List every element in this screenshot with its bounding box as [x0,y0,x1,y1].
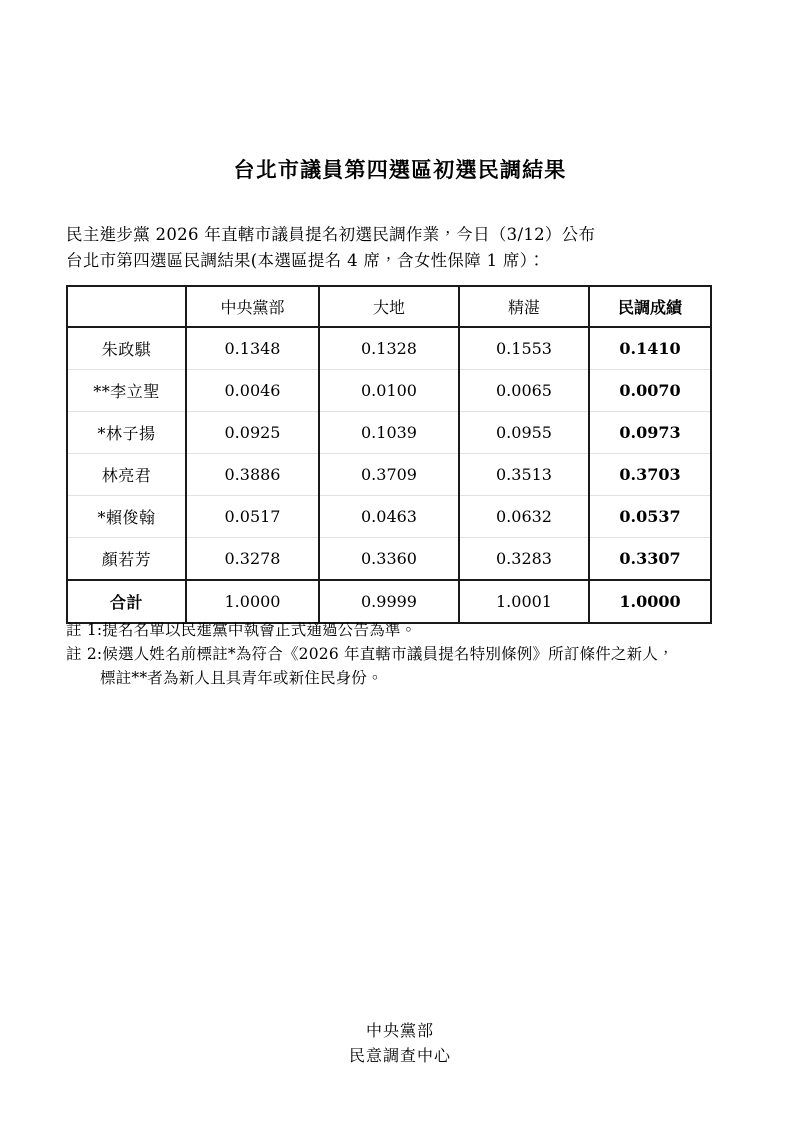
value-final: 0.0070 [589,370,711,412]
candidate-name: 顏若芳 [67,538,186,581]
intro-paragraph [66,222,746,274]
value-jingzhan: 0.1553 [459,327,589,370]
footnote-1: 註 1:提名名單以民進黨中執會正式通過公告為準。 [66,621,417,639]
table-row [67,370,711,412]
document-footer [0,1018,800,1068]
total-jingzhan: 1.0001 [459,580,589,623]
footer-department: 民意調查中心 [348,1046,451,1065]
value-jingzhan: 0.0955 [459,412,589,454]
table-total-row [67,580,711,623]
value-final: 0.0973 [589,412,711,454]
poll-results-table [66,285,712,624]
value-central: 0.0046 [186,370,319,412]
candidate-name: *林子揚 [67,412,186,454]
table-header-row [67,286,711,327]
page-title: 台北市議員第四選區初選民調結果 [233,157,567,182]
total-final: 1.0000 [589,580,711,623]
footnotes [66,618,756,690]
value-dadi: 0.0463 [319,496,459,538]
value-central: 0.3278 [186,538,319,581]
value-final: 0.3703 [589,454,711,496]
value-final: 0.3307 [589,538,711,581]
table-body [67,327,711,623]
value-central: 0.0517 [186,496,319,538]
candidate-name: **李立聖 [67,370,186,412]
column-header-jingzhan: 精湛 [459,286,589,327]
table-row [67,327,711,370]
total-central: 1.0000 [186,580,319,623]
table-row [67,496,711,538]
column-header-central: 中央黨部 [186,286,319,327]
column-header-dadi: 大地 [319,286,459,327]
value-final: 0.1410 [589,327,711,370]
value-jingzhan: 0.3283 [459,538,589,581]
value-jingzhan: 0.0065 [459,370,589,412]
value-jingzhan: 0.3513 [459,454,589,496]
value-dadi: 0.1328 [319,327,459,370]
value-final: 0.0537 [589,496,711,538]
footnote-2: 註 2:候選人姓名前標註*為符合《2026 年直轄市議員提名特別條例》所訂條件之新人， [66,645,674,663]
total-dadi: 0.9999 [319,580,459,623]
column-header-candidate [67,286,186,327]
table-row [67,538,711,581]
value-central: 0.3886 [186,454,319,496]
value-dadi: 0.3360 [319,538,459,581]
candidate-name: 林亮君 [67,454,186,496]
table-header [67,286,711,327]
value-dadi: 0.1039 [319,412,459,454]
total-label: 合計 [67,580,186,623]
value-central: 0.1348 [186,327,319,370]
footer-organization: 中央黨部 [365,1021,434,1040]
candidate-name: 朱政騏 [67,327,186,370]
value-jingzhan: 0.0632 [459,496,589,538]
intro-line-2: 台北市第四選區民調結果(本選區提名 4 席，含女性保障 1 席）： [66,251,546,270]
poll-results-table-container [66,285,710,624]
intro-line-1: 民主進步黨 2026 年直轄市議員提名初選民調作業，今日（3/12）公布 [66,225,596,244]
value-dadi: 0.3709 [319,454,459,496]
column-header-final-score: 民調成績 [589,286,711,327]
footnote-2-continued: 標註**者為新人且具青年或新住民身份。 [100,669,383,687]
table-row [67,454,711,496]
table-row [67,412,711,454]
value-dadi: 0.0100 [319,370,459,412]
candidate-name: *賴俊翰 [67,496,186,538]
value-central: 0.0925 [186,412,319,454]
